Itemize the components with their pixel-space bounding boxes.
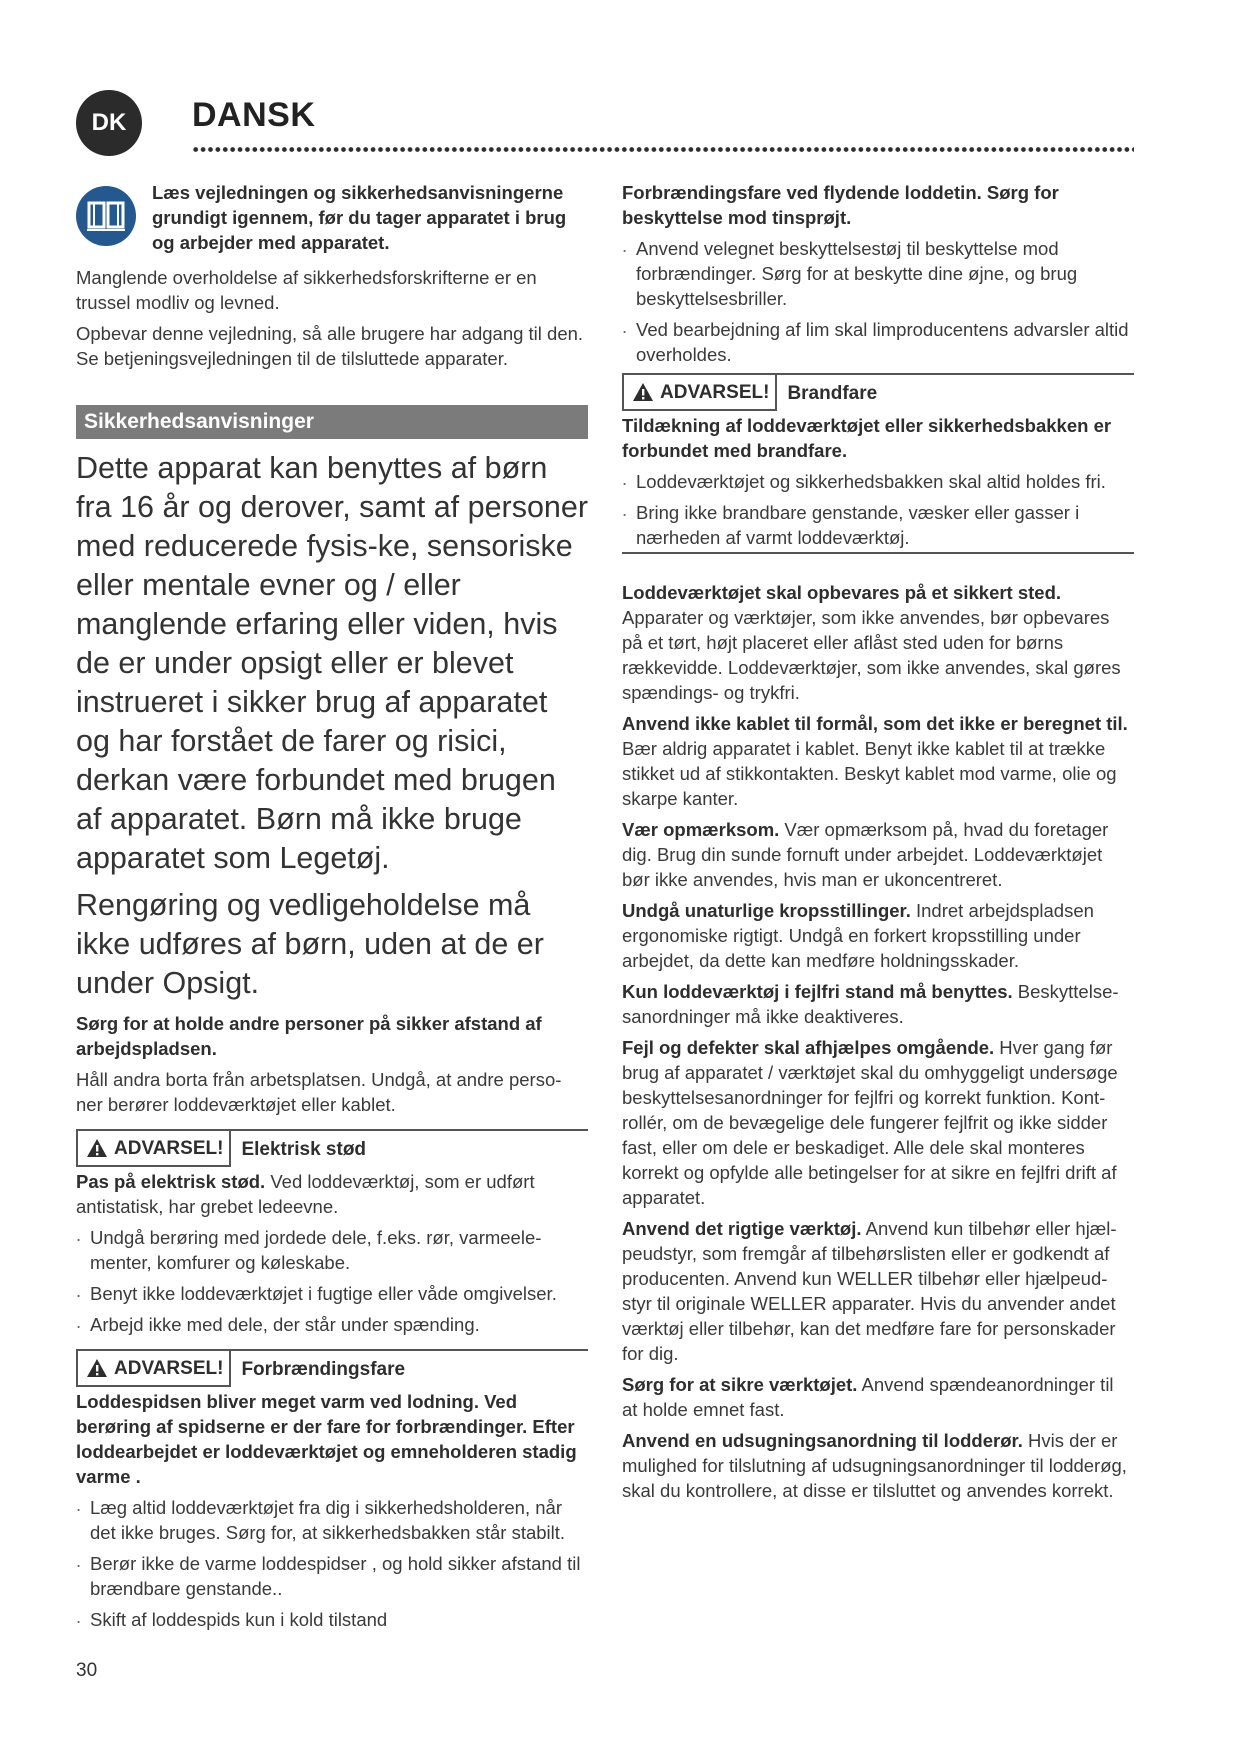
warning-list [76, 1495, 588, 1632]
paragraph-bold: Undgå unaturlige kropsstillinger. [622, 900, 911, 921]
warning-label-box [622, 375, 777, 411]
warning-topic: Forbrændingsfare [241, 1358, 406, 1380]
warning-topic: Brandfare [787, 382, 878, 404]
intro-block [76, 180, 588, 261]
paragraph-text: Anvend spændeanordninger til at holde emnet fast. [622, 1374, 1114, 1420]
safety-paragraph [622, 898, 1134, 973]
page-title: DANSK [192, 96, 316, 134]
paragraph-bold: Vær opmærksom. [622, 819, 780, 840]
warning-label: ADVARSEL! [660, 381, 770, 403]
list-item: . Anvend velegnet beskyttelsestøj til beskyttelse mod forbrændinger. Sørg for at beskytte dine øjne, og brug beskyttelsesbriller. [622, 236, 1134, 311]
paragraph-bold: Anvend en udsugningsanordning til lodderør. [622, 1430, 1023, 1451]
language-badge: DK [76, 90, 142, 156]
paragraph-text: Bær aldrig apparatet i kablet. Benyt ikke kablet til at trække stikket ud af stikkontakten. Beskyt kablet mod varme, olie og skarpe kanter. [622, 738, 1117, 809]
list-item: . Berør ikke de varme loddespidser , og hold sikker afstand til brændbare genstande.. [76, 1551, 588, 1601]
paragraph-text: Anvend kun tilbehør eller hjæl-peudstyr, som fremgår af tilbehørslisten eller er godkendt af producenten. Anvend kun WELLER tilbehør eller hjælpeud-styr til originale WELLER apparater. Hvis du anvender andet værktøj eller tilbehør, kan det medføre fare for personskader for dig. [622, 1218, 1117, 1364]
list-item: . Arbejd ikke med dele, der står under spænding. [76, 1312, 588, 1337]
warning-icon [86, 1138, 108, 1158]
page-number: 30 [76, 1660, 98, 1681]
paragraph-text: Apparater og værktøjer, som ikke anvendes, bør opbevares på et tørt, højt placeret eller aflåst sted uden for børns rækkevidde. Loddeværktøjer, som ikke anvendes, skal gøres spændings- og trykfri. [622, 607, 1121, 703]
safety-paragraph [622, 1428, 1134, 1503]
safety-paragraph [622, 1372, 1134, 1422]
warning-lead-bold: Pas på elektrisk stød. [76, 1171, 266, 1192]
paragraph-bold: Fejl og defekter skal afhjælpes omgående. [622, 1037, 995, 1058]
list-item: . Undgå berøring med jordede dele, f.eks. rør, varmeele-menter, komfurer og køleskabe. [76, 1225, 588, 1275]
dotted-divider [192, 146, 1134, 153]
warning-list [76, 1225, 588, 1337]
paragraph-bold: Kun loddeværktøj i fejlfri stand må benyttes. [622, 981, 1013, 1002]
warning-electric [76, 1129, 588, 1167]
intro-heading: Læs vejledningen og sikkerhedsanvisningerne grundigt igennem, før du tager apparatet i brug og arbejder med apparatet. [152, 182, 567, 253]
safety-paragraph [622, 711, 1134, 811]
warning-fire-body [622, 413, 1134, 554]
warning-label: ADVARSEL! [114, 1137, 224, 1159]
list-item: . Benyt ikke loddeværktøjet i fugtige eller våde omgivelser. [76, 1281, 588, 1306]
warning-fire [622, 373, 1134, 411]
safety-paragraph [622, 1216, 1134, 1366]
warning-list [622, 469, 1134, 550]
list-item: . Ved bearbejdning af lim skal limproducentens advarsler altid overholdes. [622, 317, 1134, 367]
warning-lead-bold: Tildækning af loddeværktøjet eller sikkerhedsbakken er forbundet med brandfare. [622, 415, 1112, 461]
paragraph-text: Indret arbejdspladsen ergonomiske rigtigt. Undgå en forkert kropsstilling under arbejdet, da dette kan medføre holdningsskader. [622, 900, 1094, 971]
safety-paragraph [622, 580, 1134, 705]
warning-label-box [76, 1131, 231, 1167]
paragraph-bold: Anvend det rigtige værktøj. [622, 1218, 862, 1239]
list-item: . Bring ikke brandbare genstande, væsker eller gasser i nærheden af varmt loddeværktøj. [622, 500, 1134, 550]
warning-icon [632, 382, 654, 402]
intro-paragraph: Opbevar denne vejledning, så alle brugere har adgang til den. Se betjeningsvejledningen til de tilsluttede apparater. [76, 323, 584, 369]
cleaning-text: Rengøring og vedligeholdelse må ikke udføres af børn, uden at de er under Opsigt. [76, 888, 544, 1000]
section-heading: Sikkerhedsanvisninger [76, 405, 588, 439]
paragraph-text: Hver gang før brug af apparatet / værktøjet skal du omhyggeligt undersøge beskyttelsesanordninger for fejlfri og korrekt funktion. Kont-rollér, om de bevægelige dele fungerer fejlfrit og ikke sidder fast, eller om dele er beskadiget. Alle dele skal monteres korrekt og opfylde alle betingelser for at sikre en fejlfri drift af apparatet. [622, 1037, 1118, 1208]
warning-burn [76, 1349, 588, 1387]
paragraph-text: Beskyttelse-sanordninger må ikke deaktiveres. [622, 981, 1119, 1027]
warning-label: ADVARSEL! [114, 1357, 224, 1379]
fluid-solder-list [622, 236, 1134, 367]
list-item: . Skift af loddespids kun i kold tilstand [76, 1607, 588, 1632]
paragraph-bold: Sørg for at sikre værktøjet. [622, 1374, 858, 1395]
paragraph-bold: Loddeværktøjet skal opbevares på et sikkert sted. [622, 582, 1062, 603]
distance-paragraph: Håll andra borta från arbetsplatsen. Undgå, at andre perso-ner berører loddeværktøjet eller kablet. [76, 1069, 562, 1115]
warning-lead-bold: Loddespidsen bliver meget varm ved lodning. Ved berøring af spidserne er der fare for forbrændinger. Efter loddearbejdet er loddeværktøjet og emneholderen stadig varme . [76, 1391, 577, 1487]
paragraph-text: Vær opmærksom på, hvad du foretager dig. Brug din sunde fornuft under arbejdet. Loddeværktøjet bør ikke anvendes, hvis man er ukoncentreret. [622, 819, 1109, 890]
left-column [76, 180, 588, 1638]
distance-heading: Sørg for at holde andre personer på sikker afstand af arbejdspladsen. [76, 1013, 542, 1059]
child-safety-text: Dette apparat kan benyttes af børn fra 16 år og derover, samt af personer med reducerede fysis-ke, sensoriske eller mentale evner og / eller manglende erfaring eller viden, hvis de er under opsigt eller er blevet instrueret i sikker brug af apparatet og har forstået de farer og risici, derkan være forbundet med brugen af apparatet. Børn må ikke bruge apparatet som Legetøj. [76, 451, 588, 875]
book-icon [76, 186, 136, 246]
fluid-solder-heading: Forbrændingsfare ved flydende loddetin. Sørg for beskyttelse mod tinsprøjt. [622, 182, 1059, 228]
warning-lead-text: Ved loddeværktøj, som er udført antistatisk, har grebet ledeevne. [76, 1171, 535, 1217]
list-item: . Læg altid loddeværktøjet fra dig i sikkerhedsholderen, når det ikke bruges. Sørg for, at sikkerhedsbakken står stabilt. [76, 1495, 588, 1545]
intro-paragraph: Manglende overholdelse af sikkerhedsforskrifterne er en trussel modliv og levned. [76, 267, 537, 313]
paragraph-text: Hvis der er mulighed for tilslutning af udsugningsanordninger til lodderøg, skal du kontrollere, at disse er tilsluttet og anvendes korrekt. [622, 1430, 1127, 1501]
warning-icon [86, 1358, 108, 1378]
list-item: . Loddeværktøjet og sikkerhedsbakken skal altid holdes fri. [622, 469, 1134, 494]
paragraph-bold: Anvend ikke kablet til formål, som det ikke er beregnet til. [622, 713, 1128, 734]
right-column [622, 180, 1134, 1509]
safety-paragraph [622, 1035, 1134, 1210]
safety-paragraph [622, 979, 1134, 1029]
warning-lead [76, 1169, 588, 1219]
warning-label-box [76, 1351, 231, 1387]
safety-paragraph [622, 817, 1134, 892]
warning-topic: Elektrisk stød [241, 1138, 367, 1160]
